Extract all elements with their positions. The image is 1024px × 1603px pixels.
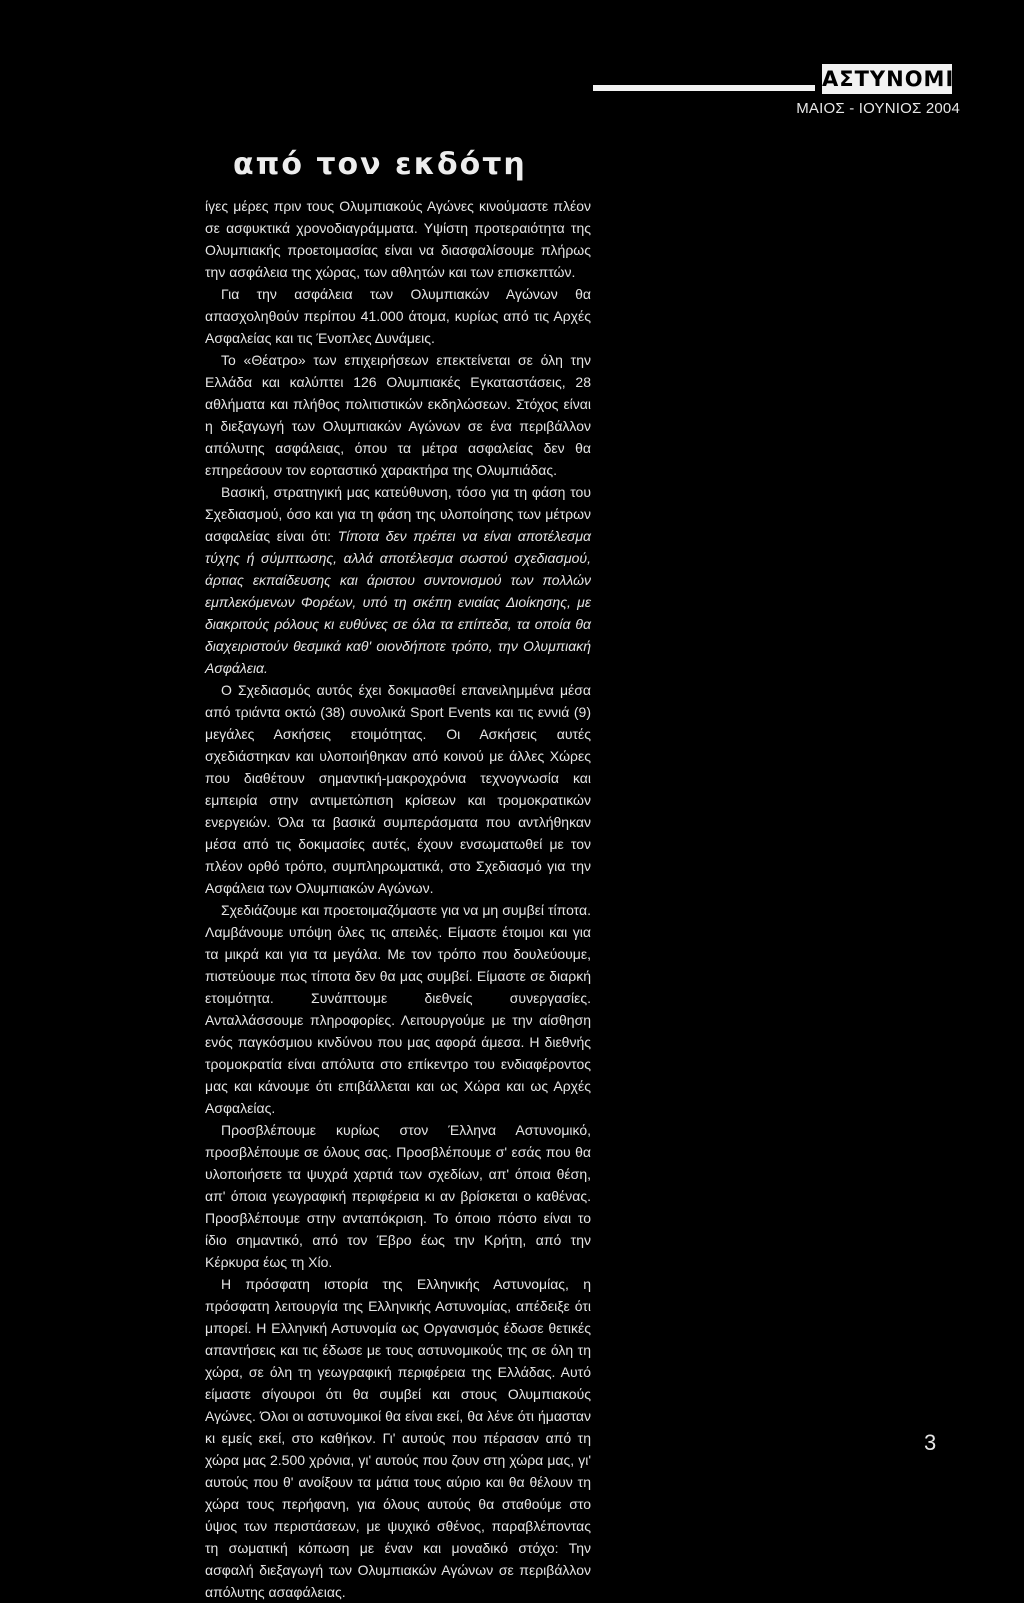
paragraph-1: ίγες μέρες πριν τους Ολυμπιακούς Αγώνες κινούμαστε πλέον σε ασφυκτικά χρονοδιαγράμματα. Υψίστη προτεραιότητα της Ολυμπιακής προετοιμασίας είναι να διασφαλίσουμε πλήρως την ασφάλεια της χώρας, των αθλητών και των επισκεπτών. [205,198,591,280]
page-number: 3 [924,1430,937,1455]
paragraph-4-emphasis: Τίποτα δεν πρέπει να είναι αποτέλεσμα τύχης ή σύμπτωσης, αλλά αποτέλεσμα σωστού σχεδιασμού, άρτιας εκπαίδευσης και άριστου συντονισμού των πολλών εμπλεκόμενων Φορέων, υπό τη σκέπη ενιαίας Διοίκησης, με διακριτούς ρόλους κι ευθύνες σε όλα τα επίπεδα, τα οποία θα διαχειριστούν θεσμικά καθ' οιονδήποτε τρόπο, την Ολυμπιακή Ασφάλεια. [205,528,591,676]
paragraph-5: Ο Σχεδιασμός αυτός έχει δοκιμασθεί επανειλημμένα μέσα από τριάντα οκτώ (38) συνολικά Sport Events και τις εννιά (9) μεγάλες Ασκήσεις ετοιμότητας. Οι Ασκήσεις αυτές σχεδιάστηκαν και υλοποιήθηκαν από κοινού με άλλες Χώρες που διαθέτουν σημαντική-μακροχρόνια τεχνογνωσία και εμπειρία στην αντιμετώπιση κρίσεων και τρομοκρατικών ενεργειών. Όλα τα βασικά συμπεράσματα που αντλήθηκαν μέσα από τις δοκιμασίες αυτές, έχουν ενσωματωθεί με τον πλέον ορθό τρόπο, συμπληρωματικά, στο Σχεδιασμό για την Ασφάλεια των Ολυμπιακών Αγώνων. [205,682,591,896]
paragraph-4-text: Βασική, στρατηγική μας κατεύθυνση, τόσο για τη φάση του Σχεδιασμού, όσο και για τη φάση της υλοποίησης των μέτρων ασφαλείας είναι ότι: [205,484,591,544]
paragraph-3: Το «Θέατρο» των επιχειρήσεων επεκτείνεται σε όλη την Ελλάδα και καλύπτει 126 Ολυμπιακές Εγκαταστάσεις, 28 αθλήματα και πλήθος πολιτιστικών εκδηλώσεων. Στόχος είναι η διεξαγωγή των Ολυμπιακών Αγώνων σε ένα περιβάλλον απόλυτης ασφάλειας, όπου τα μέτρα ασφαλείας δεν θα επηρεάσουν τον εορταστικό χαρακτήρα της Ολυμπιάδας. [205,352,591,478]
issue-date: ΜΑΙΟΣ - ΙΟΥΝΙΟΣ 2004 [796,100,960,117]
masthead-title: ΑΣΤΥΝΟΜΙΚΗ [822,64,952,94]
paragraph-8: Η πρόσφατη ιστορία της Ελληνικής Αστυνομίας, η πρόσφατη λειτουργία της Ελληνικής Αστυνομίας, απέδειξε ότι μπορεί. Η Ελληνική Αστυνομία ως Οργανισμός έδωσε θετικές απαντήσεις και τις έδωσε με τους αστυνομικούς της σε όλη τη χώρα, σε όλη τη γεωγραφική περιφέρεια της Ελλάδας. Αυτό είμαστε σίγουροι ότι θα συμβεί και στους Ολυμπιακούς Αγώνες. Όλοι οι αστυνομικοί θα είναι εκεί, θα λένε ότι ήμασταν κι εμείς εκεί, στο καθήκον. Γι' αυτούς που πέρασαν από τη χώρα μας 2.500 χρόνια, γι' αυτούς που ζουν στη χώρα μας, γι' αυτούς που θ' ανοίξουν τα μάτια τους αύριο και θα θέλουν τη χώρα τους περήφανη, για όλους αυτούς θα σταθούμε στο ύψος των περιστάσεων, με ψυχικό σθένος, παραβλέποντας τη σωματική κόπωση με έναν και μοναδικό στόχο: Την ασφαλή διεξαγωγή των Ολυμπιακών Αγώνων σε περιβάλλον απόλυτης ασαφάλειας. [205,1276,591,1600]
paragraph-6: Σχεδιάζουμε και προετοιμαζόμαστε για να μη συμβεί τίποτα. Λαμβάνουμε υπόψη όλες τις απειλές. Είμαστε έτοιμοι και για τα μικρά και για τα μεγάλα. Με τον τρόπο που δουλεύουμε, πιστεύουμε πως τίποτα δεν θα μας συμβεί. Είμαστε σε διαρκή ετοιμότητα. Συνάπτουμε διεθνείς συνεργασίες. Ανταλλάσσουμε πληροφορίες. Λειτουργούμε με την αίσθηση ενός παγκόσμιου κινδύνου που μας αφορά άμεσα. Η διεθνής τρομοκρατία είναι απόλυτα στο επίκεντρο του ενδιαφέροντος μας και κάνουμε ότι επιβάλλεται και ως Χώρα και ως Αρχές Ασφαλείας. [205,902,591,1116]
paragraph-4 [205,481,591,679]
article-body [205,195,591,1603]
paragraph-2: Για την ασφάλεια των Ολυμπιακών Αγώνων θα απασχοληθούν περίπου 41.000 άτομα, κυρίως από τις Αρχές Ασφαλείας και τις Ένοπλες Δυνάμεις. [205,286,591,346]
masthead-bar [593,85,815,91]
paragraph-7: Προσβλέπουμε κυρίως στον Έλληνα Αστυνομικό, προσβλέπουμε σε όλους σας. Προσβλέπουμε σ' εσάς που θα υλοποιήσετε τα ψυχρά χαρτιά των σχεδίων, απ' όποια θέση, απ' όποια γεωγραφική περιφέρεια κι αν βρίσκεται ο καθένας. Προσβλέπουμε στην ανταπόκριση. Το όποιο πόστο είναι το ίδιο σημαντικό, από τον Έβρο έως την Κρήτη, από την Κέρκυρα έως τη Χίο. [205,1122,591,1270]
section-title: από τον εκδότη [233,147,527,182]
